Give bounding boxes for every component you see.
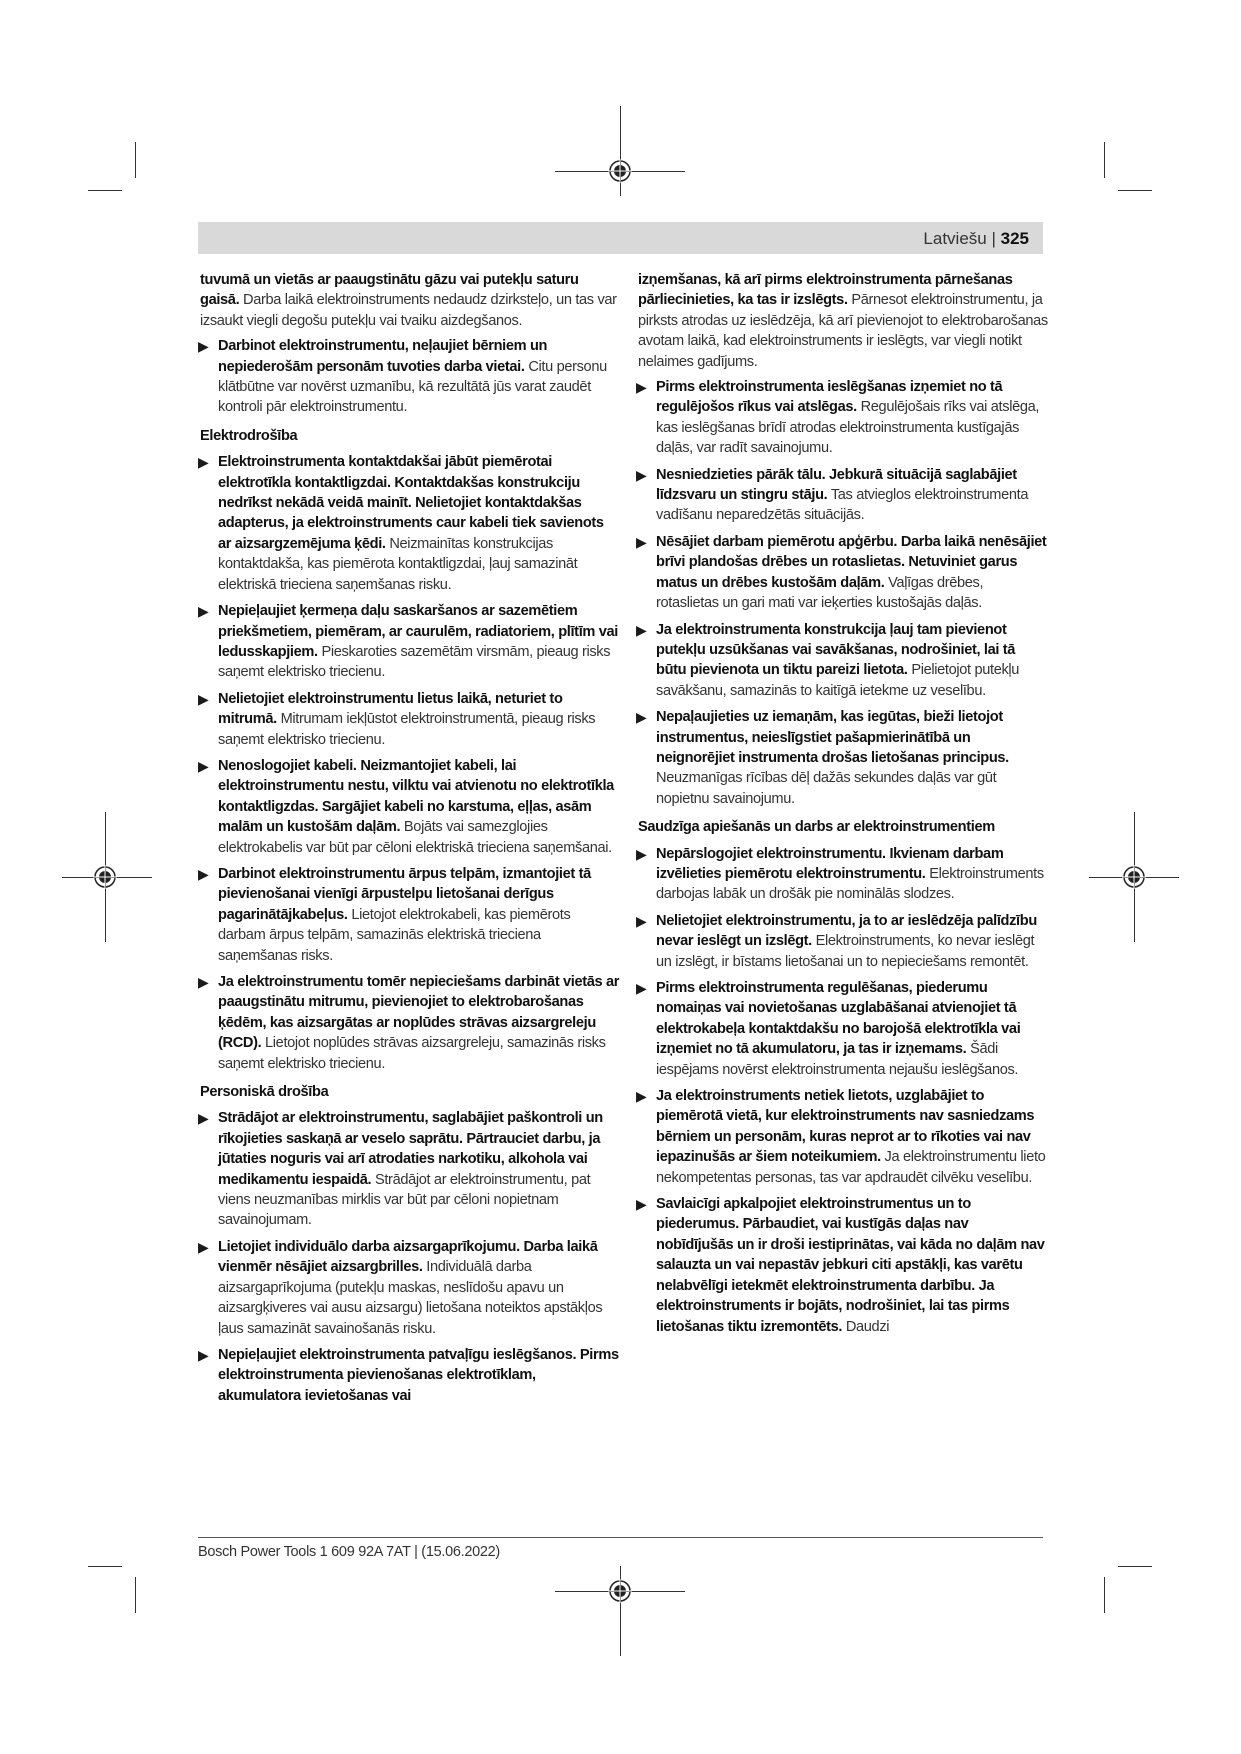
list-item: ▶ Nelietojiet elektroinstrumentu lietus laikā, neturiet to mitrumā. Mitrumam iekļūstot elektroinstrumentā, pieaug risks saņemt elektrisko triecienu. xyxy=(198,690,596,748)
list-item: ▶ Nepaļaujieties uz iemaņām, kas iegūtas, bieži lietojot instrumentus, neieslīgstiet pašapmierinātībā un neignorējiet instrumenta drošas lietošanas principus. Neuzmanīgas rīcības dēļ dažās sekundes daļās var gūt nopietnu savainojumu. xyxy=(636,709,1009,807)
list-item: ▶ Pirms elektroinstrumenta regulēšanas, piederumu nomaiņas vai novietošanas uzglabāšanai atvienojiet tā elektrokabeļa kontaktdakšu no barojošā elektrotīkla vai izņemiet no tā akumulatoru, ja tas ir izņemams. Šādi iespējams novērst elektroinstrumenta nejaušu ieslēgšanos. xyxy=(636,980,1021,1078)
list-item: ▶ Nepieļaujiet elektroinstrumenta patvaļīgu ieslēgšanos. Pirms elektroinstrumenta pievienošanas elektrotīklam, akumulatora ievietošanas vai xyxy=(198,1346,619,1404)
list-item: ▶ Darbinot elektroinstrumentu ārpus telpām, izmantojiet tā pievienošanai vienīgi ārpustelpu lietošanai derīgus pagarinātājkabeļus. Lietojot elektrokabeli, kas piemērots darbam ārpus telpām, samazinās elektriskā trieciena saņemšanas risks. xyxy=(198,865,591,964)
page-header xyxy=(198,222,1043,254)
registration-mark-left xyxy=(62,812,152,942)
crop-mark xyxy=(1118,1566,1152,1567)
list-item: ▶ Elektroinstrumenta kontaktdakšai jābūt piemērotai elektrotīkla kontaktligzdai. Kontaktdakšas konstrukciju nedrīkst nekādā veidā mainīt. Nelietojiet kontaktdakšas adapterus, ja elektroinstruments caur kabeli tiek savienots ar aizsargzemējuma ķēdi. Neizmainītas konstrukcijas kontaktdakša, kas piemērota kontaktligzdai, ļauj samazināt elektriskā trieciena saņemšanas risku. xyxy=(198,454,604,593)
bullet-arrow-icon: ▶ xyxy=(636,466,647,483)
list-item: ▶ Nelietojiet elektroinstrumentu, ja to ar ieslēdzēja palīdzību nevar ieslēgt un izslēgt. Elektroinstruments, ko nevar ieslēgt un izslēgt, ir bīstams lietošanai un to nepieciešams remontēt. xyxy=(636,912,1037,970)
list-item: ▶ Darbinot elektroinstrumentu, neļaujiet bērniem un nepiederošām personām tuvoties darba vietai. Citu personu klātbūtne var novērst uzmanību, kā rezultātā jūs varat zaudēt kontroli pār elektroinstrumentu. xyxy=(198,338,607,416)
bullet-arrow-icon: ▶ xyxy=(198,1346,209,1363)
left-column xyxy=(200,270,620,1412)
registration-mark-top xyxy=(555,106,685,196)
list-item: ▶ Nēsājiet darbam piemērotu apģērbu. Darba laikā nenēsājiet brīvi plandošas drēbes un rotaslietas. Netuviniet garus matus un drēbes kustošām daļām. Vaļīgas drēbes, rotaslietas un gari mati var ieķerties kustošajās daļās. xyxy=(636,533,1047,612)
bullet-arrow-icon: ▶ xyxy=(198,1110,209,1127)
list-item: ▶ Ja elektroinstrumenta konstrukcija ļauj tam pievienot putekļu uzsūkšanas vai savākšanas, nodrošiniet, lai tā būtu pievienota un tiktu pareizi lietota. Pielietojot putekļu savākšanu, samazinās to kaitīgā ietekme uz veselību. xyxy=(636,621,1020,699)
registration-mark-right xyxy=(1089,812,1179,942)
bullet-arrow-icon: ▶ xyxy=(636,912,647,929)
list-item: ▶ Strādājot ar elektroinstrumentu, saglabājiet paškontroli un rīkojieties saskaņā ar veselo saprātu. Pārtrauciet darbu, ja jūtaties noguris vai arī atrodaties narkotiku, alkohola vai medikamentu iespaidā. Strādājot ar elektroinstrumentu, pat viens neuzmanības mirklis var būt par cēloni nopietnam savainojumam. xyxy=(198,1110,603,1229)
bullet-arrow-icon: ▶ xyxy=(198,454,209,471)
page-footer: Bosch Power Tools 1 609 92A 7AT | (15.06.2022) xyxy=(198,1544,500,1560)
intro-paragraph: izņemšanas, kā arī pirms elektroinstrumenta pārnešanas pārliecinieties, ka tas ir izslēgts. Pārnesot elektroinstrumentu, ja pirksts atrodas uz ieslēdzēja, kā arī pievienojot to elektrobarošanas avotam laikā, kad elektroinstruments ir ieslēgts, var viegli notikt nelaimes gadījums. xyxy=(638,272,1048,370)
bullet-arrow-icon: ▶ xyxy=(198,338,209,355)
bullet-arrow-icon: ▶ xyxy=(636,709,647,726)
intro-paragraph: tuvumā un vietās ar paaugstinātu gāzu vai putekļu saturu gaisā. Darba laikā elektroinstruments nedaudz dzirksteļo, un tas var izsaukt viegli degošu putekļu vai tvaiku aizdegšanos. xyxy=(200,272,617,329)
section-heading: Elektrodrošība xyxy=(200,427,298,444)
bullet-arrow-icon: ▶ xyxy=(198,974,209,990)
bullet-arrow-icon: ▶ xyxy=(198,603,209,620)
registration-target-icon xyxy=(1122,865,1146,889)
list-item: ▶ Nenoslogojiet kabeli. Neizmantojiet kabeli, lai elektroinstrumentu nestu, vilktu vai atvienotu no elektrotīkla kontaktligzdas. Sargājiet kabeli no karstuma, eļļas, asām malām un kustošām daļām. Bojāts vai samezglojies elektrokabelis var būt par cēloni elektriskā trieciena saņemšanai. xyxy=(198,757,614,856)
section-heading: Saudzīga apiešanās un darbs ar elektroinstrumentiem xyxy=(638,819,995,836)
registration-target-icon xyxy=(93,865,117,889)
crop-mark xyxy=(135,1577,136,1613)
bullet-arrow-icon: ▶ xyxy=(636,379,647,396)
bullet-arrow-icon: ▶ xyxy=(636,1196,647,1213)
bullet-arrow-icon: ▶ xyxy=(198,1238,209,1255)
list-item: ▶ Ja elektroinstruments netiek lietots, uzglabājiet to piemērotā vietā, kur elektroinstruments nav sasniedzams bērniem un personām, kuras neprot ar to rīkoties vai nav iepazinušās ar šiem noteikumiem. Ja elektroinstrumentu lieto nekompetentas personas, tas var apdraudēt cilvēku veselību. xyxy=(636,1088,1046,1186)
list-item: ▶ Ja elektroinstrumentu tomēr nepieciešams darbināt vietās ar paaugstinātu mitrumu, pievienojiet to elektrobarošanas ķēdēm, kas aizsargātas ar noplūdes strāvas aizsargreleju (RCD). Lietojot noplūdes strāvas aizsargreleju, samazinās risks saņemt elektrisko triecienu. xyxy=(198,974,620,1072)
crop-mark xyxy=(1104,1577,1105,1613)
list-item: ▶ Pirms elektroinstrumenta ieslēgšanas izņemiet no tā regulējošos rīkus vai atslēgas. Regulējošais rīks vai atslēga, kas ieslēgšanas brīdī atrodas elektroinstrumenta kustīgajās daļās, var radīt savainojumu. xyxy=(636,379,1040,457)
bullet-arrow-icon: ▶ xyxy=(636,533,647,550)
bullet-arrow-icon: ▶ xyxy=(198,757,209,774)
crop-mark xyxy=(135,142,136,178)
registration-target-icon xyxy=(608,159,632,183)
list-item: ▶ Savlaicīgi apkalpojiet elektroinstrumentus un to piederumus. Pārbaudiet, vai kustīgās daļas nav nobīdījušās un ir droši iestiprinātas, vai kāda no daļām nav salauzta un vai nepastāv jebkuri citi apstākļi, kas varētu nelabvēlīgi ietekmēt elektroinstrumenta darbību. Ja elektroinstruments ir bojāts, nodrošiniet, lai tas pirms lietošanas tiktu izremontēts. Daudzi xyxy=(636,1196,1045,1335)
bullet-arrow-icon: ▶ xyxy=(198,865,209,882)
registration-target-icon xyxy=(608,1579,632,1603)
crop-mark xyxy=(88,1566,122,1567)
crop-mark xyxy=(88,190,122,191)
crop-mark xyxy=(1118,190,1152,191)
list-item: ▶ Lietojiet individuālo darba aizsargaprīkojumu. Darba laikā vienmēr nēsājiet aizsargbrilles. Individuālā darba aizsargaprīkojuma (putekļu maskas, neslīdošu apavu un aizsargķiveres vai ausu aizsargu) lietošana noteiktos apstākļos ļaus samazināt savainošanās risku. xyxy=(198,1238,603,1337)
header-language: Latviešu xyxy=(923,229,987,248)
list-item: ▶ Nepieļaujiet ķermeņa daļu saskaršanos ar sazemētiem priekšmetiem, piemēram, ar caurulēm, radiatoriem, plītīm vai ledusskapjiem. Pieskaroties sazemētām virsmām, pieaug risks saņemt elektrisko triecienu. xyxy=(198,603,618,681)
bullet-arrow-icon: ▶ xyxy=(636,980,647,996)
bullet-arrow-icon: ▶ xyxy=(636,621,647,638)
bullet-arrow-icon: ▶ xyxy=(636,845,647,862)
footer-divider xyxy=(198,1537,1043,1538)
section-heading: Personiskā drošība xyxy=(200,1084,329,1101)
list-item: ▶ Nesniedzieties pārāk tālu. Jebkurā situācijā saglabājiet līdzsvaru un stingru stāju. Tas atvieglos elektroinstrumenta vadīšanu neparedzētās situācijās. xyxy=(636,466,1029,524)
page-number: 325 xyxy=(1000,229,1029,248)
bullet-arrow-icon: ▶ xyxy=(636,1088,647,1105)
right-column xyxy=(638,270,1048,1343)
header-label: Latviešu | 325 xyxy=(923,229,1029,248)
registration-mark-bottom xyxy=(555,1566,685,1656)
bullet-arrow-icon: ▶ xyxy=(198,690,209,707)
crop-mark xyxy=(1104,142,1105,178)
list-item: ▶ Nepārslogojiet elektroinstrumentu. Ikvienam darbam izvēlieties piemērotu elektroinstrumentu. Elektroinstruments darbojas labāk un drošāk pie nominālās slodzes. xyxy=(636,845,1044,903)
